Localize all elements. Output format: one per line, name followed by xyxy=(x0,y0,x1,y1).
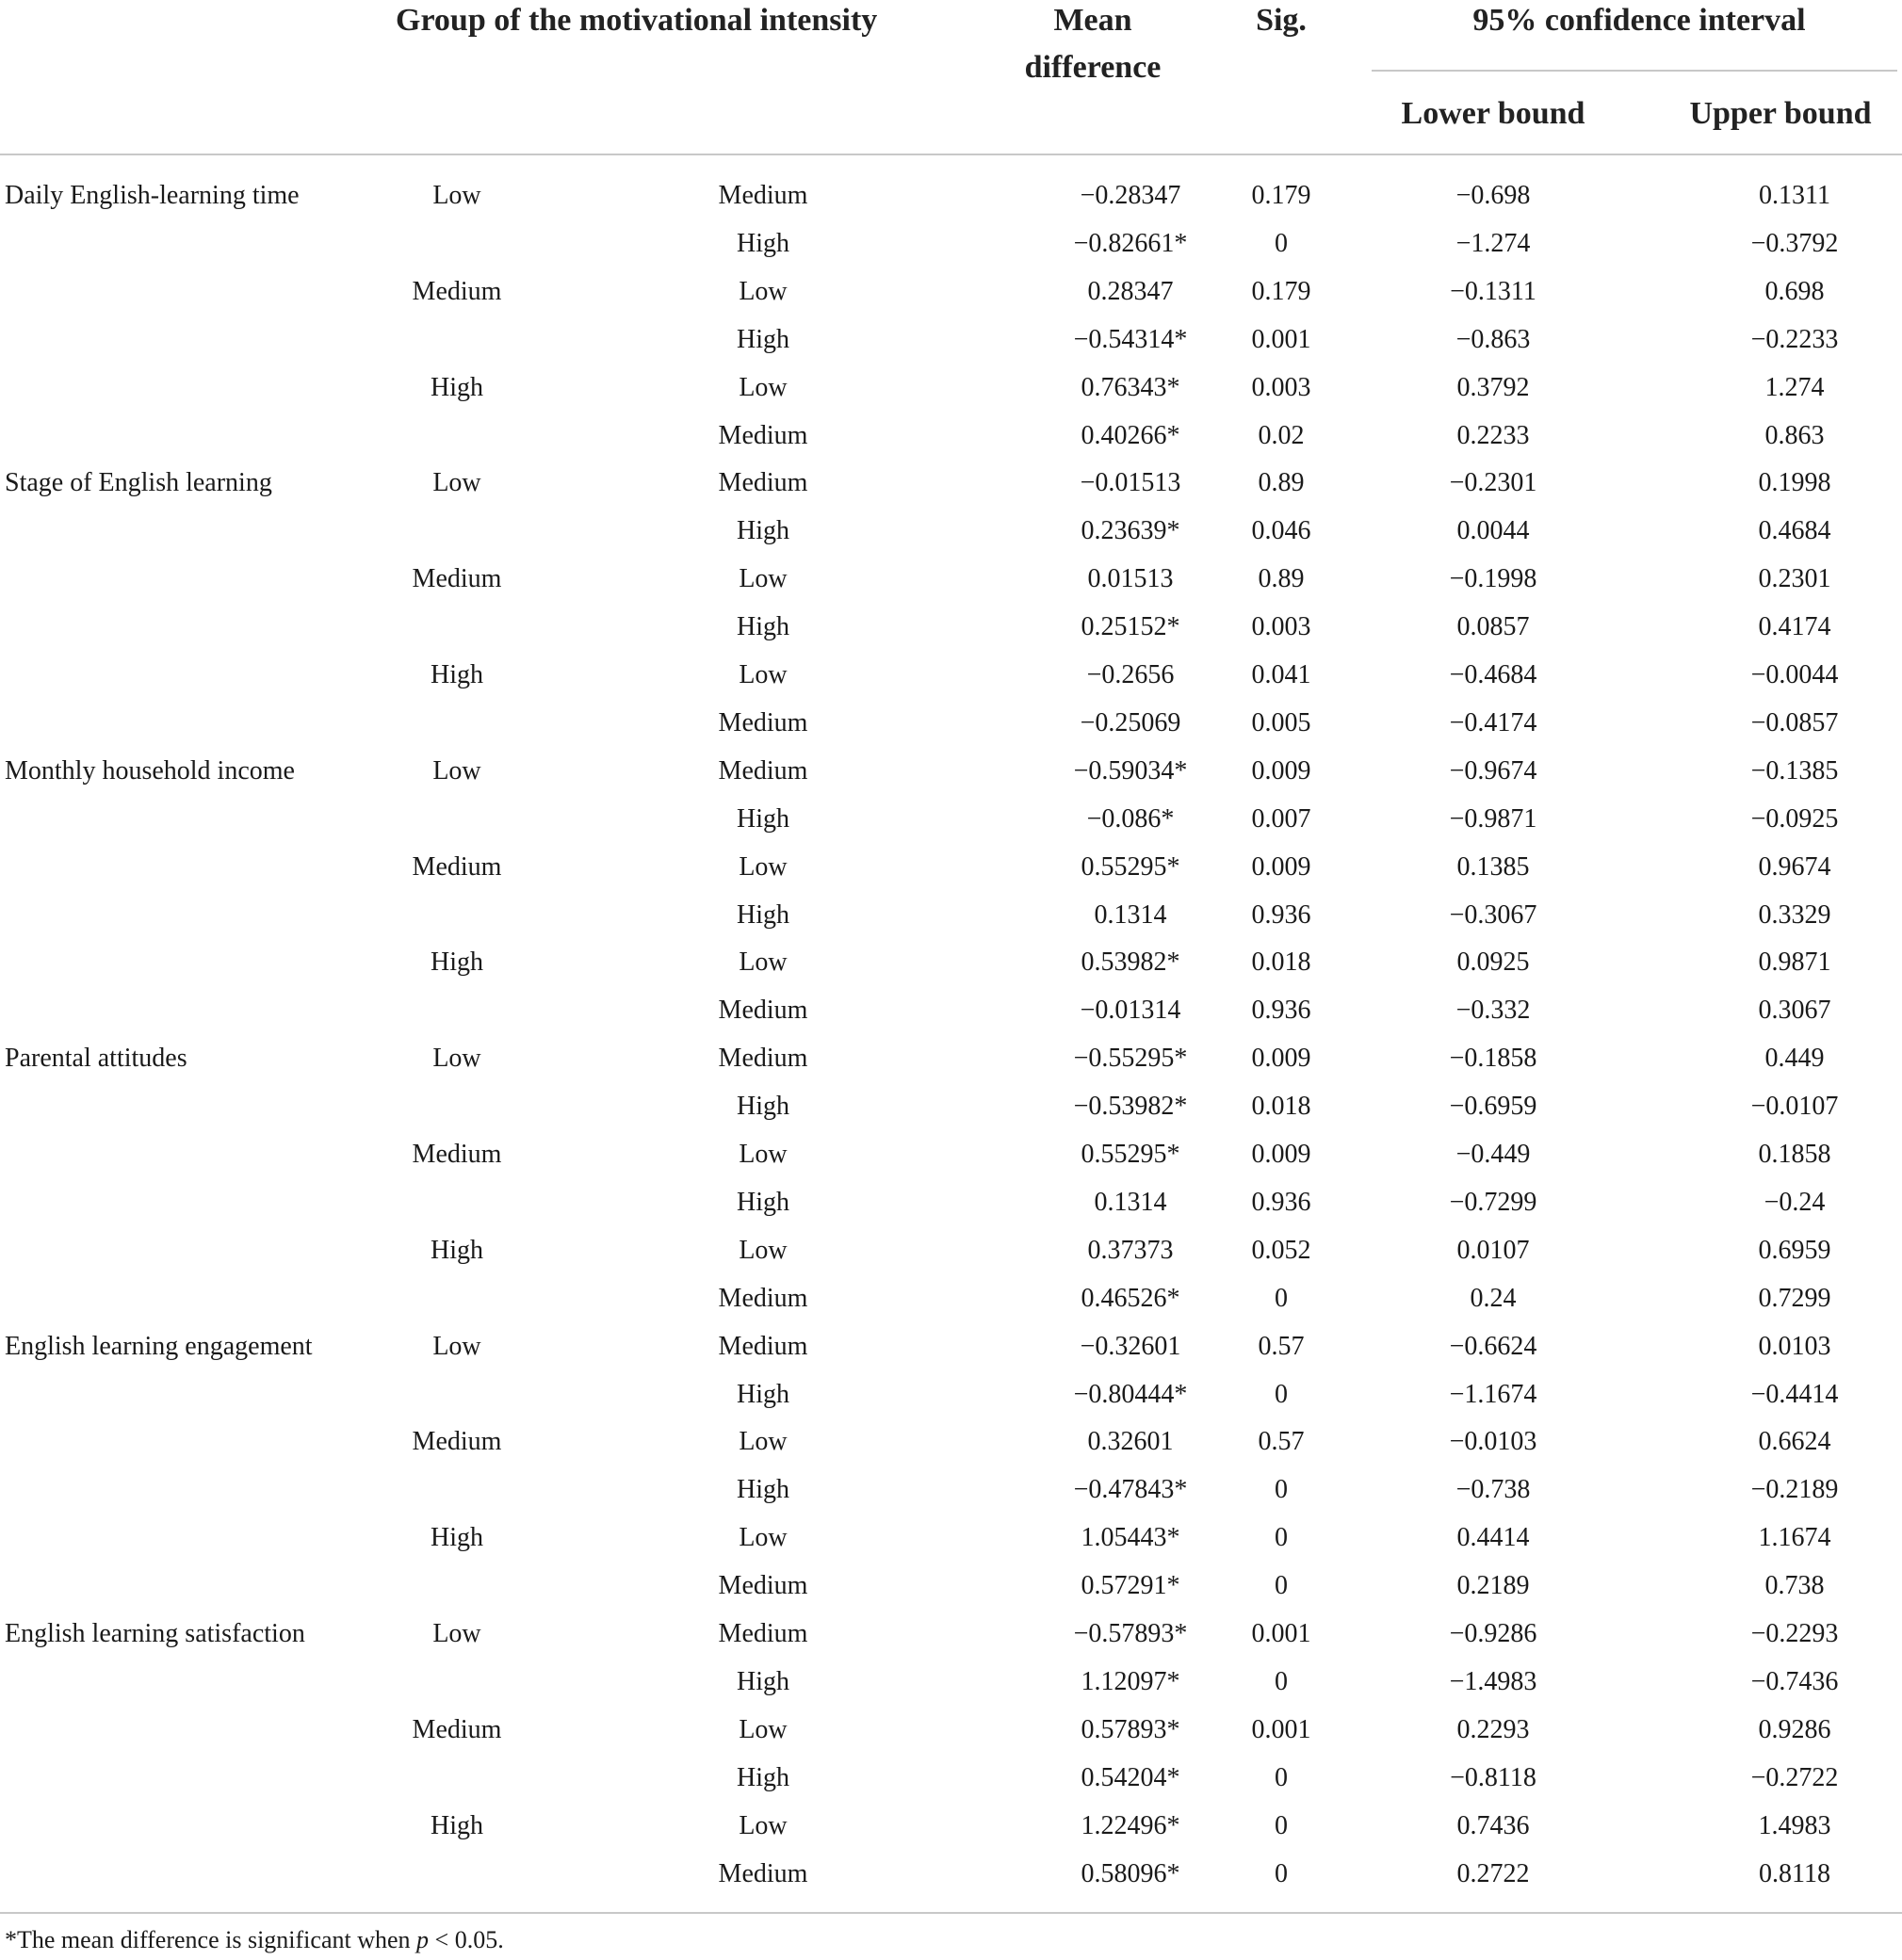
row-group-j: Low xyxy=(739,948,788,978)
row-lower-bound: −0.4174 xyxy=(1449,707,1537,737)
row-significance: 0 xyxy=(1275,1762,1288,1792)
row-significance: 0.02 xyxy=(1258,420,1305,450)
row-mean-difference: 0.55295* xyxy=(1081,1140,1180,1169)
row-mean-difference: −0.80444* xyxy=(1073,1379,1188,1409)
row-upper-bound: 0.1311 xyxy=(1759,181,1830,210)
row-group-j: Medium xyxy=(718,1283,808,1313)
row-group-i: Low xyxy=(432,755,481,786)
row-lower-bound: −0.9674 xyxy=(1449,755,1537,786)
row-mean-difference: 1.12097* xyxy=(1081,1666,1180,1696)
row-lower-bound: 0.2293 xyxy=(1456,1714,1530,1744)
row-lower-bound: −0.1858 xyxy=(1449,1044,1537,1074)
row-group-j: Low xyxy=(739,1235,788,1265)
row-significance: 0 xyxy=(1275,1666,1288,1696)
row-mean-difference: 1.22496* xyxy=(1081,1810,1180,1840)
row-lower-bound: −0.1311 xyxy=(1450,276,1536,306)
row-group-j: Low xyxy=(739,372,788,402)
row-upper-bound: −0.2233 xyxy=(1750,324,1839,354)
row-mean-difference: 0.32601 xyxy=(1087,1427,1174,1457)
row-lower-bound: −0.2301 xyxy=(1449,468,1537,498)
row-significance: 0.007 xyxy=(1251,803,1311,834)
row-significance: 0 xyxy=(1275,1858,1288,1888)
row-significance: 0.001 xyxy=(1251,324,1311,354)
row-upper-bound: −0.4414 xyxy=(1750,1379,1839,1409)
row-mean-difference: −0.57893* xyxy=(1073,1619,1188,1648)
row-group-j: Low xyxy=(739,1427,788,1457)
row-lower-bound: −0.8118 xyxy=(1450,1762,1536,1792)
row-group-j: Medium xyxy=(718,468,808,498)
row-lower-bound: −0.4684 xyxy=(1449,660,1537,689)
row-group-i: Medium xyxy=(412,564,502,594)
row-mean-difference: 0.23639* xyxy=(1081,516,1180,546)
footnote-p: p xyxy=(416,1926,430,1953)
header-ci: 95% confidence interval xyxy=(1472,3,1806,38)
row-lower-bound: −0.738 xyxy=(1455,1475,1531,1505)
row-group-j: High xyxy=(737,516,789,546)
row-significance: 0 xyxy=(1275,1523,1288,1553)
row-lower-bound: −0.9286 xyxy=(1449,1619,1537,1648)
row-variable: Stage of English learning xyxy=(5,468,272,498)
row-upper-bound: 0.4174 xyxy=(1758,612,1831,642)
row-group-i: High xyxy=(431,1235,483,1265)
row-mean-difference: 0.1314 xyxy=(1094,1187,1167,1217)
row-group-j: Medium xyxy=(718,1571,808,1601)
row-mean-difference: 0.58096* xyxy=(1081,1858,1180,1888)
row-upper-bound: 1.1674 xyxy=(1758,1523,1831,1553)
row-mean-difference: 0.54204* xyxy=(1081,1762,1180,1792)
row-group-i: Medium xyxy=(412,1714,502,1744)
table-bottom-rule xyxy=(0,1912,1902,1914)
row-lower-bound: −0.6959 xyxy=(1449,1092,1537,1122)
row-lower-bound: −1.274 xyxy=(1455,228,1531,258)
row-significance: 0 xyxy=(1275,1283,1288,1313)
row-mean-difference: −0.55295* xyxy=(1073,1044,1188,1074)
row-upper-bound: 0.6624 xyxy=(1758,1427,1831,1457)
row-group-j: High xyxy=(737,1475,789,1505)
row-group-j: Medium xyxy=(718,181,808,210)
row-group-j: Medium xyxy=(718,420,808,450)
row-upper-bound: 0.1858 xyxy=(1758,1140,1831,1169)
row-mean-difference: −0.25069 xyxy=(1080,707,1181,737)
row-upper-bound: 1.274 xyxy=(1764,372,1825,402)
row-group-j: Medium xyxy=(718,1619,808,1648)
row-mean-difference: −0.82661* xyxy=(1073,228,1188,258)
row-mean-difference: −0.47843* xyxy=(1073,1475,1188,1505)
row-significance: 0.57 xyxy=(1258,1427,1305,1457)
row-group-i: Low xyxy=(432,181,481,210)
row-upper-bound: 0.4684 xyxy=(1758,516,1831,546)
row-significance: 0 xyxy=(1275,1475,1288,1505)
row-significance: 0.009 xyxy=(1251,851,1311,882)
row-upper-bound: 0.738 xyxy=(1764,1571,1825,1601)
row-mean-difference: 0.01513 xyxy=(1087,564,1174,594)
row-upper-bound: 0.7299 xyxy=(1758,1283,1831,1313)
row-group-j: High xyxy=(737,1762,789,1792)
row-upper-bound: 0.3329 xyxy=(1758,899,1831,930)
row-significance: 0.936 xyxy=(1251,996,1311,1026)
row-significance: 0 xyxy=(1275,1379,1288,1409)
header-mean-line2: difference xyxy=(1024,50,1162,85)
row-significance: 0.001 xyxy=(1251,1619,1311,1648)
row-mean-difference: 0.76343* xyxy=(1081,372,1180,402)
row-lower-bound: 0.0925 xyxy=(1456,948,1530,978)
row-group-j: High xyxy=(737,612,789,642)
row-mean-difference: 0.46526* xyxy=(1081,1283,1180,1313)
row-group-j: Medium xyxy=(718,755,808,786)
row-significance: 0.003 xyxy=(1251,612,1311,642)
row-lower-bound: −0.9871 xyxy=(1449,803,1537,834)
row-upper-bound: −0.24 xyxy=(1764,1187,1826,1217)
row-upper-bound: −0.2293 xyxy=(1750,1619,1839,1648)
header-ci-rule xyxy=(1372,70,1897,72)
row-lower-bound: 0.4414 xyxy=(1456,1523,1530,1553)
row-group-j: Medium xyxy=(718,1858,808,1888)
header-sig: Sig. xyxy=(1256,3,1307,38)
row-upper-bound: −0.1385 xyxy=(1750,755,1839,786)
row-group-j: High xyxy=(737,899,789,930)
row-significance: 0.018 xyxy=(1251,1092,1311,1122)
row-significance: 0.009 xyxy=(1251,1140,1311,1169)
row-group-i: High xyxy=(431,948,483,978)
row-mean-difference: −0.59034* xyxy=(1073,755,1188,786)
row-significance: 0.89 xyxy=(1258,564,1305,594)
row-group-j: Low xyxy=(739,276,788,306)
row-group-i: Low xyxy=(432,1044,481,1074)
row-group-j: Medium xyxy=(718,1044,808,1074)
row-significance: 0.179 xyxy=(1251,181,1311,210)
row-mean-difference: −0.32601 xyxy=(1080,1331,1181,1361)
row-group-i: Medium xyxy=(412,276,502,306)
row-lower-bound: −0.1998 xyxy=(1449,564,1537,594)
row-significance: 0.179 xyxy=(1251,276,1311,306)
row-group-i: High xyxy=(431,660,483,689)
row-mean-difference: 0.53982* xyxy=(1081,948,1180,978)
row-lower-bound: 0.0107 xyxy=(1456,1235,1530,1265)
row-mean-difference: 0.28347 xyxy=(1087,276,1174,306)
row-significance: 0 xyxy=(1275,1571,1288,1601)
row-lower-bound: 0.0857 xyxy=(1456,612,1530,642)
row-mean-difference: −0.01314 xyxy=(1080,996,1181,1026)
row-significance: 0 xyxy=(1275,1810,1288,1840)
row-lower-bound: 0.2722 xyxy=(1456,1858,1530,1888)
row-group-i: High xyxy=(431,1523,483,1553)
row-upper-bound: −0.2189 xyxy=(1750,1475,1839,1505)
row-group-i: Low xyxy=(432,468,481,498)
row-mean-difference: −0.01513 xyxy=(1080,468,1181,498)
row-group-j: Medium xyxy=(718,996,808,1026)
row-group-j: High xyxy=(737,803,789,834)
footnote xyxy=(5,1925,504,1955)
row-upper-bound: −0.2722 xyxy=(1750,1762,1839,1792)
row-upper-bound: −0.0044 xyxy=(1750,660,1839,689)
row-group-j: High xyxy=(737,1379,789,1409)
row-variable: English learning satisfaction xyxy=(5,1619,305,1648)
row-group-i: High xyxy=(431,1810,483,1840)
row-mean-difference: 0.37373 xyxy=(1087,1235,1174,1265)
row-lower-bound: 0.0044 xyxy=(1456,516,1530,546)
row-significance: 0.936 xyxy=(1251,1187,1311,1217)
row-mean-difference: −0.53982* xyxy=(1073,1092,1188,1122)
row-significance: 0.003 xyxy=(1251,372,1311,402)
row-lower-bound: 0.1385 xyxy=(1456,851,1530,882)
row-group-j: Low xyxy=(739,851,788,882)
row-group-j: High xyxy=(737,324,789,354)
row-group-j: High xyxy=(737,1666,789,1696)
row-lower-bound: −1.4983 xyxy=(1449,1666,1537,1696)
row-group-i: Medium xyxy=(412,1140,502,1169)
row-lower-bound: −0.332 xyxy=(1455,996,1531,1026)
row-lower-bound: −0.3067 xyxy=(1449,899,1537,930)
row-lower-bound: 0.7436 xyxy=(1456,1810,1530,1840)
row-significance: 0.009 xyxy=(1251,755,1311,786)
row-variable: English learning engagement xyxy=(5,1331,313,1361)
row-significance: 0 xyxy=(1275,228,1288,258)
row-mean-difference: −0.2656 xyxy=(1086,660,1175,689)
row-mean-difference: 0.57291* xyxy=(1081,1571,1180,1601)
row-upper-bound: −0.0925 xyxy=(1750,803,1839,834)
row-lower-bound: −0.7299 xyxy=(1449,1187,1537,1217)
row-variable: Daily English-learning time xyxy=(5,181,300,210)
row-upper-bound: 0.1998 xyxy=(1758,468,1831,498)
row-variable: Monthly household income xyxy=(5,755,295,786)
row-lower-bound: −0.6624 xyxy=(1449,1331,1537,1361)
row-group-i: Low xyxy=(432,1619,481,1648)
row-significance: 0.046 xyxy=(1251,516,1311,546)
row-group-i: Low xyxy=(432,1331,481,1361)
row-lower-bound: 0.2233 xyxy=(1456,420,1530,450)
row-upper-bound: 0.9674 xyxy=(1758,851,1831,882)
row-mean-difference: −0.28347 xyxy=(1080,181,1181,210)
row-lower-bound: −0.863 xyxy=(1455,324,1531,354)
row-group-j: Low xyxy=(739,1140,788,1169)
row-mean-difference: −0.54314* xyxy=(1073,324,1188,354)
row-lower-bound: −1.1674 xyxy=(1449,1379,1537,1409)
row-group-j: High xyxy=(737,1092,789,1122)
row-significance: 0.89 xyxy=(1258,468,1305,498)
row-significance: 0.57 xyxy=(1258,1331,1305,1361)
header-bottom-rule xyxy=(0,154,1902,155)
row-significance: 0.936 xyxy=(1251,899,1311,930)
row-group-j: Low xyxy=(739,1810,788,1840)
header-upper-bound: Upper bound xyxy=(1689,96,1872,131)
row-group-j: Medium xyxy=(718,1331,808,1361)
row-upper-bound: 0.863 xyxy=(1764,420,1825,450)
row-group-j: Medium xyxy=(718,707,808,737)
row-lower-bound: 0.2189 xyxy=(1456,1571,1530,1601)
header-lower-bound: Lower bound xyxy=(1401,96,1585,131)
footnote-prefix: *The mean difference is significant when xyxy=(5,1926,417,1953)
row-lower-bound: −0.698 xyxy=(1455,181,1531,210)
row-group-i: Medium xyxy=(412,1427,502,1457)
row-significance: 0.018 xyxy=(1251,948,1311,978)
row-lower-bound: −0.0103 xyxy=(1449,1427,1537,1457)
row-group-i: High xyxy=(431,372,483,402)
row-upper-bound: −0.3792 xyxy=(1750,228,1839,258)
row-upper-bound: −0.0107 xyxy=(1750,1092,1839,1122)
row-mean-difference: 0.57893* xyxy=(1081,1714,1180,1744)
row-upper-bound: 0.0103 xyxy=(1758,1331,1831,1361)
row-mean-difference: 0.40266* xyxy=(1081,420,1180,450)
row-group-j: High xyxy=(737,1187,789,1217)
row-mean-difference: 0.55295* xyxy=(1081,851,1180,882)
row-group-j: Low xyxy=(739,1714,788,1744)
footnote-suffix: < 0.05. xyxy=(429,1926,504,1953)
row-upper-bound: −0.0857 xyxy=(1750,707,1839,737)
row-lower-bound: −0.449 xyxy=(1455,1140,1531,1169)
row-group-i: Medium xyxy=(412,851,502,882)
row-group-j: Low xyxy=(739,1523,788,1553)
row-mean-difference: 1.05443* xyxy=(1081,1523,1180,1553)
row-significance: 0.005 xyxy=(1251,707,1311,737)
row-significance: 0.009 xyxy=(1251,1044,1311,1074)
row-upper-bound: −0.7436 xyxy=(1750,1666,1839,1696)
row-upper-bound: 0.449 xyxy=(1764,1044,1825,1074)
row-group-j: Low xyxy=(739,564,788,594)
row-lower-bound: 0.24 xyxy=(1470,1283,1517,1313)
row-upper-bound: 0.3067 xyxy=(1758,996,1831,1026)
row-lower-bound: 0.3792 xyxy=(1456,372,1530,402)
row-upper-bound: 0.2301 xyxy=(1758,564,1831,594)
row-upper-bound: 1.4983 xyxy=(1758,1810,1831,1840)
row-mean-difference: 0.25152* xyxy=(1081,612,1180,642)
row-upper-bound: 0.9871 xyxy=(1758,948,1831,978)
row-group-j: High xyxy=(737,228,789,258)
row-mean-difference: 0.1314 xyxy=(1094,899,1167,930)
header-mean-line1: Mean xyxy=(1053,3,1132,38)
row-upper-bound: 0.698 xyxy=(1764,276,1825,306)
row-mean-difference: −0.086* xyxy=(1086,803,1175,834)
row-upper-bound: 0.8118 xyxy=(1759,1858,1830,1888)
row-variable: Parental attitudes xyxy=(5,1044,187,1074)
row-significance: 0.052 xyxy=(1251,1235,1311,1265)
row-significance: 0.041 xyxy=(1251,660,1311,689)
row-significance: 0.001 xyxy=(1251,1714,1311,1744)
row-upper-bound: 0.9286 xyxy=(1758,1714,1831,1744)
row-group-j: Low xyxy=(739,660,788,689)
row-upper-bound: 0.6959 xyxy=(1758,1235,1831,1265)
header-group: Group of the motivational intensity xyxy=(396,3,878,38)
